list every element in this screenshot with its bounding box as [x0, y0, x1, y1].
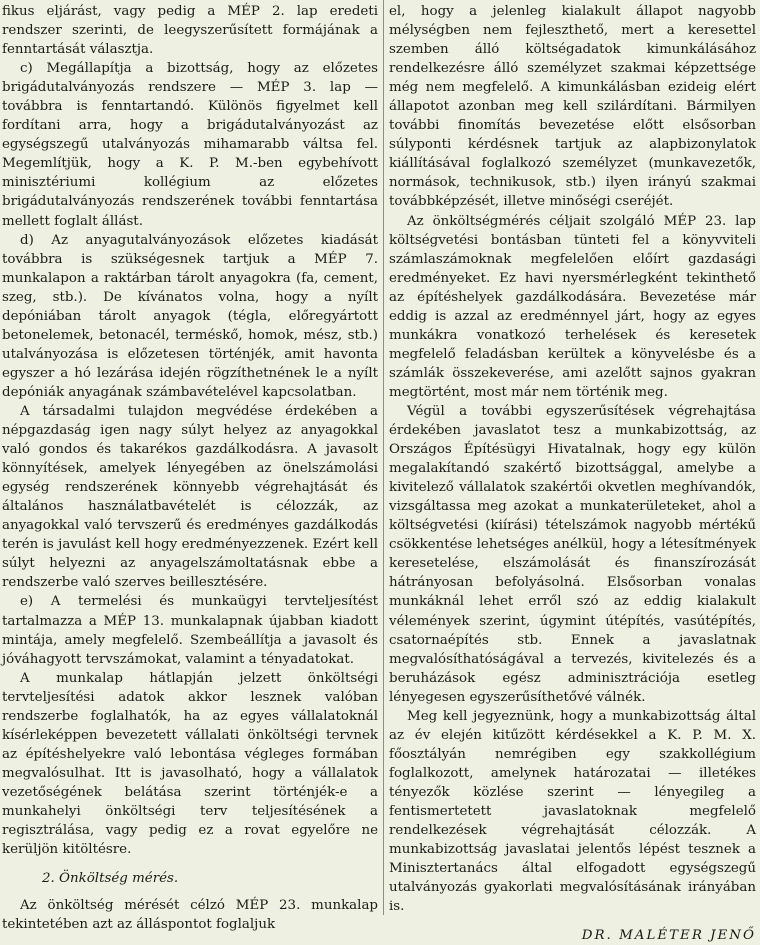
- author-signature: DR. MALÉTER JENŐ: [581, 928, 756, 944]
- paragraph: d) Az anyagutalványozások előzetes kiadását továbbra is szükségesnek tartjuk a MÉP 7. munkalapon a raktárban tárolt anyagokra (fa, cement, szeg, stb.). De kívánatos volna, hogy a nyílt depóniában tárolt anyagok (tégla, előregyártott betonelemek, betonacél, terméskő, homok, mész, stb.) utalványozása is előzetesen történjék, amit havonta egyszer a hó lezárása idején rögzíthetnének le a nyílt depóniák anyagának számbavételével kapcsolatban.: [2, 232, 378, 400]
- paragraph: A társadalmi tulajdon megvédése érdekében a népgazdaság igen nagy súlyt helyez az anyagokkal való gondos és takarékos gazdálkodásra. A javasolt könnyítések, amelyek lényegében az önelszámolási egység rendszerének könnyebb végrehajtását és általános használatbavételét is célozzák, az anyagokkal való tervszerű és eredményes gazdálkodás terén is javulást kell hogy eredményezzenek. Ezért kell súlyt helyezni az anyagelszámoltatásnak ebbe a rendszerbe való szerves beillesztésére.: [2, 403, 378, 591]
- paragraph: Meg kell jegyeznünk, hogy a munkabizottság által az év elején kitűzött kérdésekkel a K. P. M. X. főosztályán nemrégiben egy szakkollégium foglalkozott, amelynek határozatai — illetékes tényezők közlése szerint — lényegileg a fentismertetett javaslatoknak megfelelő rendelkezések végrehajtását célozzák. A munkabizottság javaslatai jelentős lépést tesznek a Minisztertanács által elfogadott egységszegű utalványozás gyakorlati megvalósításának irányában is.: [389, 708, 756, 915]
- left-column: [2, 2, 378, 934]
- section-heading: 2. Önköltség mérés.: [42, 871, 179, 887]
- paragraph: c) Megállapítja a bizottság, hogy az előzetes brigádutalványozás rendszere — MÉP 3. lap — továbbra is fenntartandó. Különös figyelmet kell fordítani arra, hogy a brigádutalványozást az egységszegű utalványozás mihamarabb váltsa fel. Megemlítjük, hogy a K. P. M.-ben egybehívott minisztériumi kollégium az előzetes brigádutalványozás rendszerének további fenntartása mellett foglalt állást.: [2, 61, 378, 229]
- paragraph: A munkalap hátlapján jelzett önköltségi tervteljesítési adatok akkor lesznek valóban rendszerbe foglalhatók, ha az egyes vállalatoknál kísérleképpen bevezetett vállalati önköltségi tervnek az építéshelyekre való lebontása végleges formában megvalósulhat. Itt is javasolható, hogy a vállalatok vezetőségének belátása szerint történjék-e a munkahelyi önköltségi terv teljesítésének a regisztrálása, vagy pedig ez a rovat egyelőre ne kerüljön kitöltésre.: [2, 670, 378, 858]
- paragraph: Az önköltségmérés céljait szolgáló MÉP 23. lap költségvetési bontásban tünteti fel a könyvviteli számlaszámoknak megfelelően előírt gazdasági eredményeket. Ez havi nyersmérlegként tekinthető az építéshelyek gazdálkodására. Bevezetése már eddig is azzal az eredménnyel járt, hogy az egyes munkákra vonatkozó terhelések és keresetek megfelelő feladásban kerültek a könyvelésbe és a számlák összekeverése, ami azelőtt sajnos gyakran megtörtént, most már nem történik meg.: [389, 213, 756, 400]
- paragraph: el, hogy a jelenleg kialakult állapot nagyobb mélységben nem fejleszthető, mert a keresettel szemben álló költségadatok kimunkálásához rendelkezésre álló személyzet szakmai képzettsége még nem megfelelő. A kimunkálásban ezideig elért állapotot azonban meg kell szilárdítani. Bármilyen további finomítás bevezetése előtt elsősorban súlyponti kérdésnek tartjuk az alapbizonylatok kiállításával foglalkozó személyzet (munkavezetők, normások, technikusok, stb.) ilyen irányú szakmai továbbképzését, illetve minőségi cseréjét.: [389, 4, 756, 210]
- paragraph: fikus eljárást, vagy pedig a MÉP 2. lap eredeti rendszer szerinti, de leegyszerűsített formájának a fenntartását választja.: [2, 4, 378, 58]
- column-divider: [383, 0, 384, 915]
- right-column: [389, 2, 756, 945]
- paragraph: e) A termelési és munkaügyi tervteljesítést tartalmazza a MÉP 13. munkalapnak újabban kiadott mintája, amely megfelelő. Szembeállítja a javasolt és jóváhagyott tervszámokat, valamint a tényadatokat.: [2, 594, 378, 667]
- paragraph: Az önköltség mérését célzó MÉP 23. munkalap tekintetében azt az álláspontot foglaljuk: [2, 898, 378, 933]
- paragraph: Végül a további egyszerűsítések végrehajtása érdekében javaslatot tesz a munkabizottság, az Országos Építésügyi Hivatalnak, hogy egy külön megalakítandó szakértő bizottsággal, amelybe a kivitelező vállalatok szakértői okvetlen meghívandók, vizsgáltassa meg azokat a munkaterületeket, ahol a költségvetési (kiírási) tételszámok nagyobb mértékű csökkentése lehetséges anélkül, hogy a létesítmények keresetelése, elszámolását és finanszírozását hátrányosan befolyásolná. Elsősorban vonalas munkáknál lehet erről szó az eddig kialakult vélemények szerint, úgymint útépítés, vasútépítés, csatornaépítés stb. Ennek a javaslatnak megvalósíthatóságával a tervezés, kivitelezés és a beruházások egész adminisztrációja esetleg lényegesen egyszerűsíthetővé válnék.: [389, 403, 756, 705]
